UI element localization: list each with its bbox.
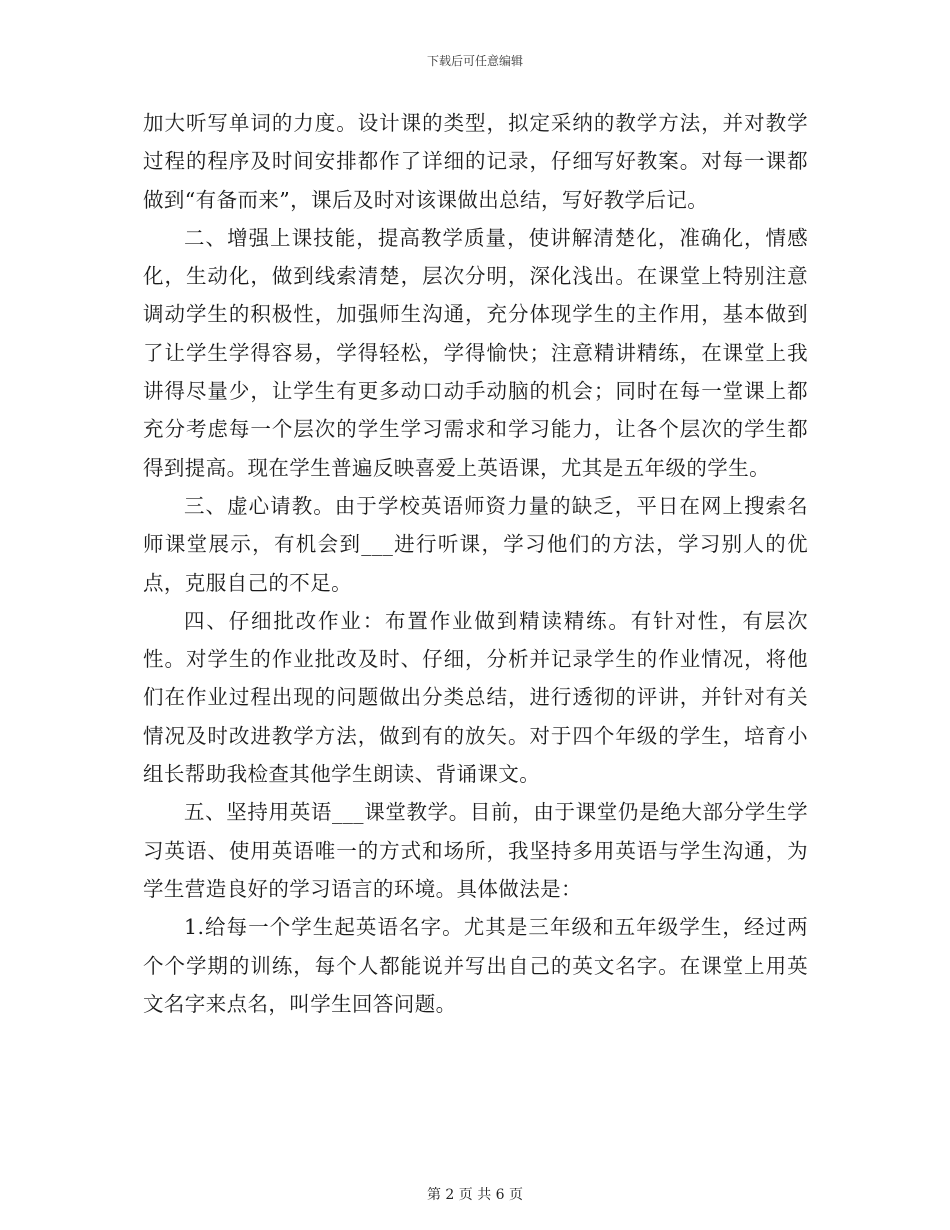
document-body — [143, 104, 808, 1023]
paragraph-item-one: 1.给每一个学生起英语名字。尤其是三年级和五年级学生，经过两个个学期的训练，每个人都能说并写出自己的英文名字。在课堂上用英文名字来点名，叫学生回答问题。 — [143, 915, 808, 1016]
header-note: 下载后可任意编辑 — [426, 54, 523, 68]
paragraph-section-four: 四、仔细批改作业：布置作业做到精读精练。有针对性，有层次性。对学生的作业批改及时、仔细，分析并记录学生的作业情况，将他们在作业过程出现的问题做出分类总结，进行透彻的评讲，并针对有关情况及时改进教学方法，做到有的放矢。对于四个年级的学生，培育小组长帮助我检查其他学生朗读、背诵课文。 — [143, 608, 808, 787]
paragraph-section-five: 五、坚持用英语___课堂教学。目前，由于课堂仍是绝大部分学生学习英语、使用英语唯一的方式和场所，我坚持多用英语与学生沟通，为学生营造良好的学习语言的环境。具体做法是： — [143, 800, 808, 901]
page-number: 第 2 页 共 6 页 — [426, 1187, 524, 1203]
paragraph-section-three: 三、虚心请教。由于学校英语师资力量的缺乏，平日在网上搜索名师课堂展示，有机会到___进行听课，学习他们的方法，学习别人的优点，克服自己的不足。 — [143, 493, 808, 595]
paragraph-section-two: 二、增强上课技能，提高教学质量，使讲解清楚化，准确化，情感化，生动化，做到线索清楚，层次分明，深化浅出。在课堂上特别注意调动学生的积极性，加强师生沟通，充分体现学生的主作用，基本做到了让学生学得容易，学得轻松，学得愉快；注意精讲精练，在课堂上我讲得尽量少，让学生有更多动口动手动脑的机会；同时在每一堂课上都充分考虑每一个层次的学生学习需求和学习能力，让各个层次的学生都得到提高。现在学生普遍反映喜爱上英语课，尤其是五年级的学生。 — [143, 225, 808, 480]
paragraph-continued-lesson-prep: 加大听写单词的力度。设计课的类型，拟定采纳的教学方法，并对教学过程的程序及时间安排都作了详细的记录，仔细写好教案。对每一课都做到“有备而来”，课后及时对该课做出总结，写好教学后记。 — [143, 111, 808, 212]
